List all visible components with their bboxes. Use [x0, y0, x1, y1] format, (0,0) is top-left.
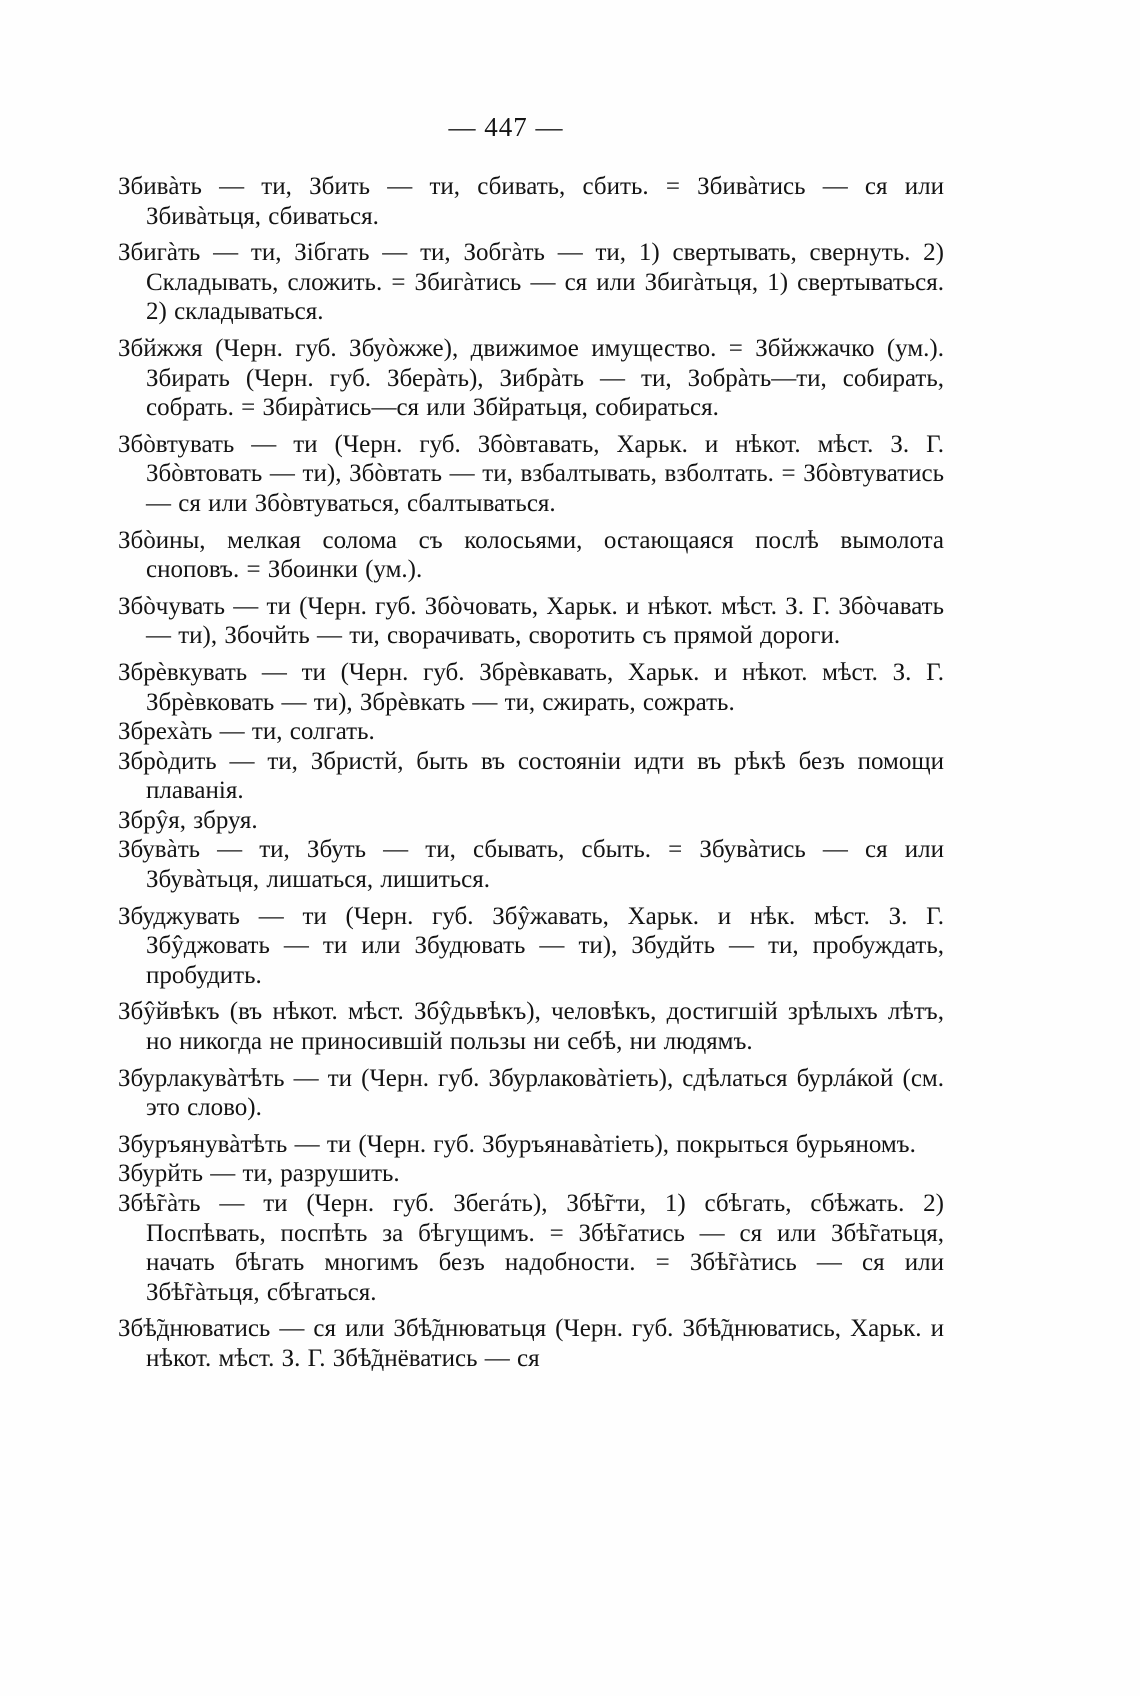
dictionary-entry: Збувàть — ти, Збуть — ти, сбывать, сбыть. = Збувàтись — ся или Збувàтьця, лишаться, лишиться.: [118, 836, 944, 894]
dictionary-entry: Збигàть — ти, Зiбгать — ти, Зобгàть — ти, 1) свертывать, свернуть. 2) Складывать, сложить. = Збигàтись — ся или Збигàтьця, 1) свертываться. 2) складываться.: [118, 239, 944, 326]
dictionary-entry: Збрехàть — ти, солгать.: [118, 718, 375, 746]
page-number: — 447 —: [448, 112, 564, 142]
dictionary-entry: Збйжжя (Черн. губ. Збуòжже), движимое имущество. = Збйжжачко (ум.). Збирать (Черн. губ. Зберàть), Зибрàть — ти, Зобрàть—ти, собирать, собрать. = Збирàтись—ся или Збйратьця, собираться.: [118, 334, 944, 422]
dictionary-entry: Збуръянувàтѣть — ти (Черн. губ. Збуръянавàтiеть), покрыться бурьяномъ.: [118, 1130, 916, 1158]
dictionary-entry: Збòвтувать — ти (Черн. губ. Збòвтавать, Харьк. и нѣкот. мѣст. З. Г. Збòвтовать — ти), Збòвтать — ти, взбалтывать, взболтать. = Збòвтуватись — ся или Збòвтуваться, сбалтываться.: [118, 430, 944, 517]
dictionary-entry: Збŷйвѣкъ (въ нѣкот. мѣст. Збŷдьвѣкъ), человѣкъ, достигшiй зрѣлыхъ лѣтъ, но никогда не приносившiй пользы ни себѣ, ни людямъ.: [118, 998, 944, 1056]
dictionary-entry: Збурйть — ти, разрушить.: [118, 1160, 400, 1188]
dictionary-entry: Збòины, мелкая солома съ колосьями, остающаяся послѣ вымолота сноповъ. = Збоинки (ум.).: [118, 526, 944, 584]
dictionary-entry: Збрèвкувать — ти (Черн. губ. Збрèвкавать, Харьк. и нѣкот. мѣст. З. Г. Збрèвковать — ти), Збрèвкать — ти, сжирать, сожрать.: [118, 658, 944, 716]
dictionary-entry: Збивàть — ти, Збить — ти, сбивать, сбить. = Збивàтись — ся или Збивàтьця, сбиваться.: [118, 173, 944, 230]
dictionary-entry: Збѣ̃днюватись — ся или Збѣ̃днюватьця (Черн. губ. Збѣ̃днюватись, Харьк. и нѣкот. мѣст. З. Г. Збѣ̃днёватись — ся: [118, 1315, 944, 1372]
dictionary-entry: Збрòдить — ти, Збристй, быть въ состоянiи идти въ рѣкѣ безъ помощи плаванiя.: [118, 747, 944, 805]
dictionary-entry: Збòчувать — ти (Черн. губ. Збòчовать, Харьк. и нѣкот. мѣст. З. Г. Збòчавать — ти), Збочйть — ти, сворачивать, своротить съ прямой дороги.: [118, 592, 944, 650]
dictionary-entry: Збурлакувàтѣть — ти (Черн. губ. Збурлаковàтiеть), сдѣлаться бурлáкой (см. это слово).: [118, 1064, 944, 1122]
dictionary-entries: [118, 172, 944, 1374]
dictionary-entry: Збрŷя, збруя.: [118, 806, 258, 834]
dictionary-entry: Збуджувать — ти (Черн. губ. Збŷжавать, Харьк. и нѣк. мѣст. З. Г. Збŷджовать — ти или Збудювать — ти), Збудйть — ти, пробуждать, пробудить.: [118, 902, 944, 989]
dictionary-entry: Збѣ̃гàть — ти (Черн. губ. Збегáть), Збѣ̃гти, 1) сбѣгать, сбѣжать. 2) Поспѣвать, поспѣть за бѣгущимъ. = Збѣ̃гатись — ся или Збѣ̃гатьця, начать бѣгать многимъ безъ надобности. = Збѣ̃гàтись — ся или Збѣ̃гàтьця, сбѣгаться.: [118, 1190, 944, 1306]
